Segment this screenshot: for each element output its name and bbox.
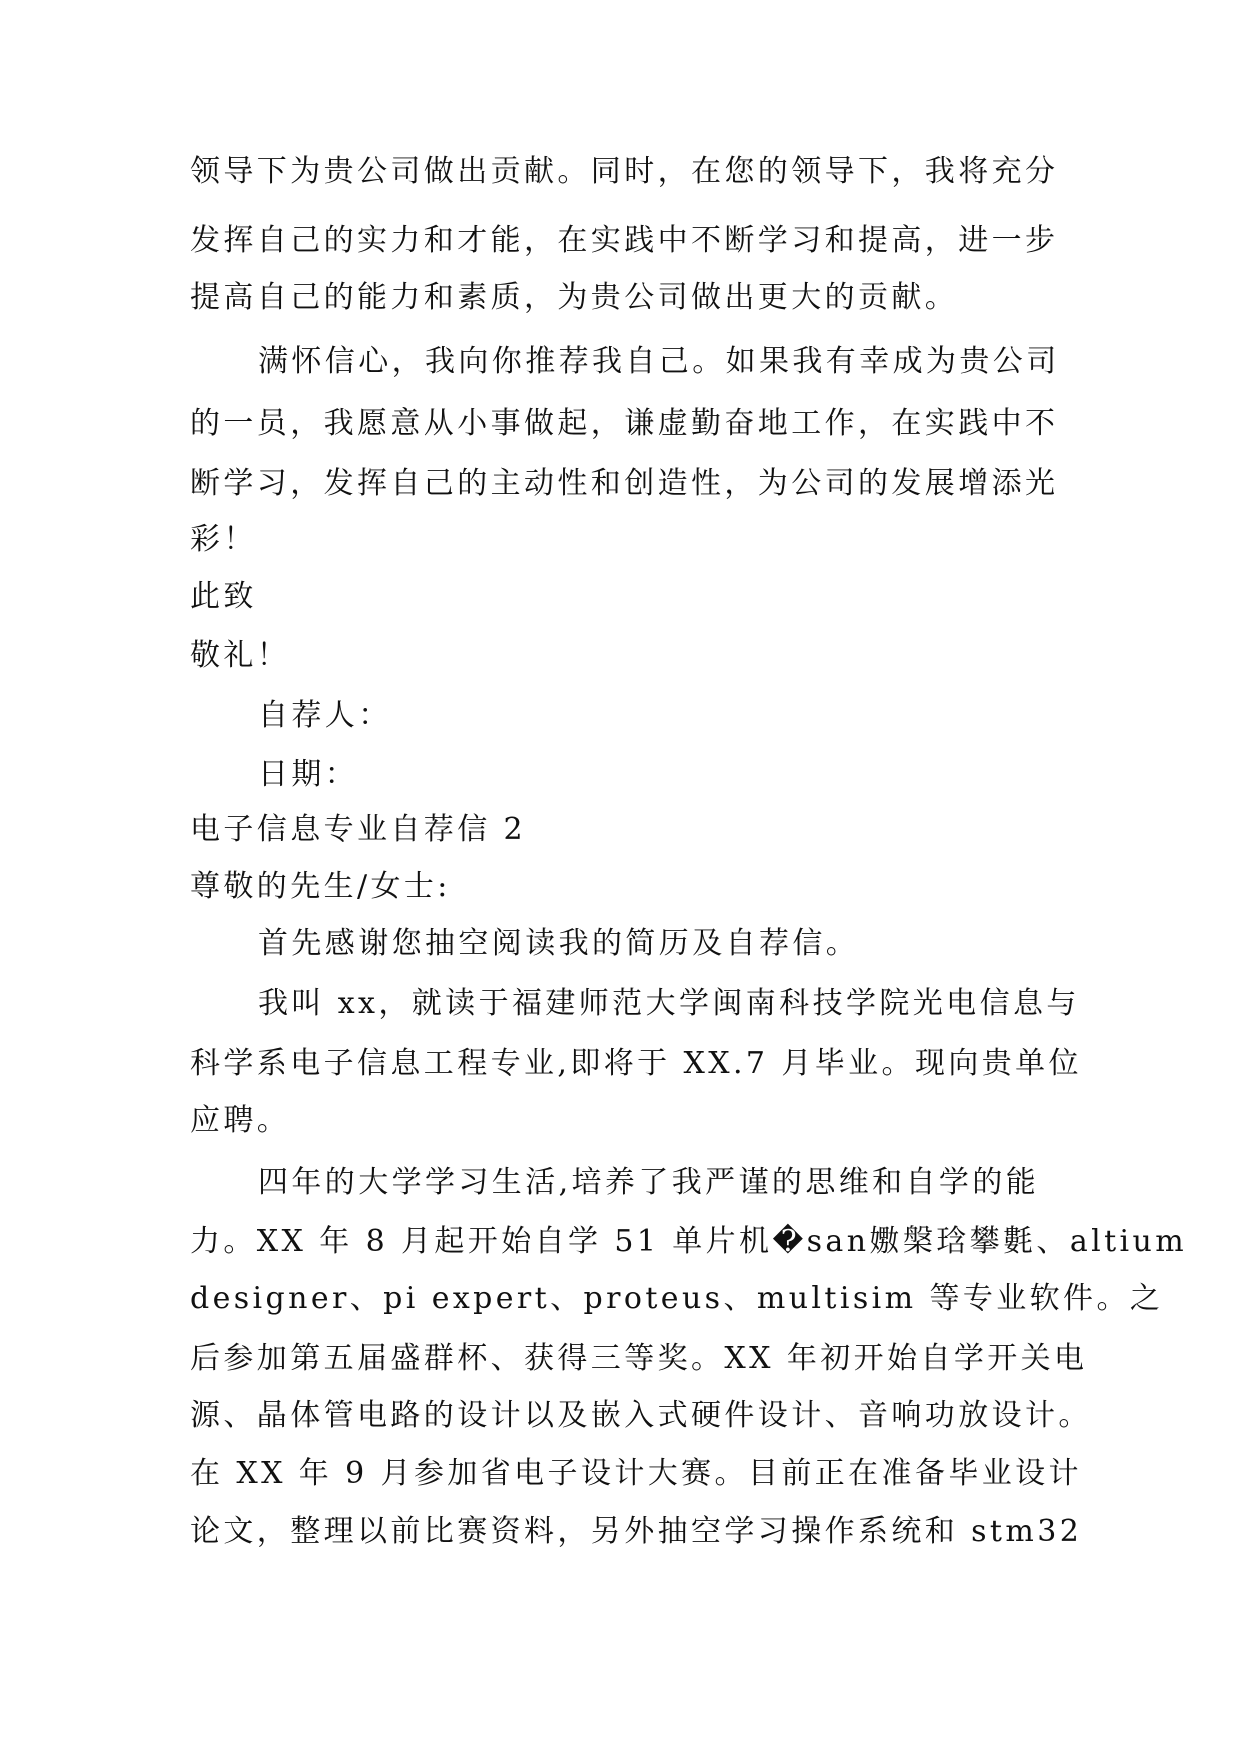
paragraph-start-line: 满怀信心，我向你推荐我自己。如果我有幸成为贵公司: [258, 344, 1060, 379]
section-title: 电子信息专业自荐信 2: [190, 812, 527, 847]
body-line: 的一员，我愿意从小事做起，谦虚勤奋地工作，在实践中不: [190, 406, 1059, 441]
paragraph-start-line: 首先感谢您抽空阅读我的简历及自荐信。: [258, 926, 860, 961]
greeting-line: 尊敬的先生/女士:: [190, 869, 451, 904]
body-line: 领导下为贵公司做出贡献。同时，在您的领导下，我将充分: [190, 154, 1059, 189]
closing-salutation: 敬礼！: [190, 638, 291, 673]
body-line: designer、pi expert、proteus、multisim 等专业软件。之: [190, 1281, 1164, 1316]
body-line: 在 XX 年 9 月参加省电子设计大赛。目前正在准备毕业设计: [190, 1456, 1082, 1491]
body-line: 论文，整理以前比赛资料，另外抽空学习操作系统和 stm32: [190, 1514, 1083, 1549]
closing-line: 此致: [190, 579, 257, 614]
body-line: 源、晶体管电路的设计以及嵌入式硬件设计、音响功放设计。: [190, 1398, 1092, 1433]
paragraph-start-line: 我叫 xx，就读于福建师范大学闽南科技学院光电信息与: [258, 986, 1080, 1021]
date-label: 日期：: [258, 757, 359, 792]
signer-label: 自荐人：: [258, 698, 392, 733]
body-line: 发挥自己的实力和才能，在实践中不断学习和提高，进一步: [190, 223, 1059, 258]
body-line: 力。XX 年 8 月起开始自学 51 单片机�san嫐槃琀攀氀、altium: [190, 1224, 1188, 1259]
body-line: 科学系电子信息工程专业,即将于 XX.7 月毕业。现向贵单位: [190, 1046, 1082, 1081]
body-line: 断学习，发挥自己的主动性和创造性，为公司的发展增添光: [190, 466, 1059, 501]
paragraph-start-line: 四年的大学学习生活,培养了我严谨的思维和自学的能: [258, 1165, 1040, 1200]
body-line: 彩！: [190, 522, 257, 557]
body-line: 后参加第五届盛群杯、获得三等奖。XX 年初开始自学开关电: [190, 1341, 1088, 1376]
body-line: 应聘。: [190, 1103, 291, 1138]
body-line: 提高自己的能力和素质，为贵公司做出更大的贡献。: [190, 280, 959, 315]
